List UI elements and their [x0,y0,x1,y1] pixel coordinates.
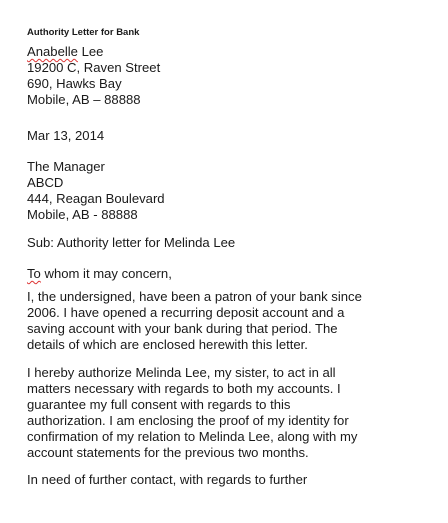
body-paragraph-2 [27,365,372,461]
sender-name-line [27,44,160,60]
salutation-first-word: To [27,266,41,281]
recipient-line: The Manager [27,159,105,174]
paragraph-line: I hereby authorize Melinda Lee, my sister, to act in all [27,365,336,380]
letter-date [27,128,104,144]
sender-first-name: Anabelle [27,44,78,59]
paragraph-line: confirmation of my relation to Melinda Lee, along with my [27,429,358,444]
paragraph-line: I, the undersigned, have been a patron of your bank since [27,289,362,304]
recipient-line: Mobile, AB - 88888 [27,207,138,222]
paragraph-line: guarantee my full consent with regards to this [27,397,291,412]
recipient-line: 444, Reagan Boulevard [27,191,165,206]
subject-line [27,235,235,251]
body-paragraph-1 [27,289,372,353]
recipient-address [27,159,165,223]
paragraph-line: authorization. I am enclosing the proof of my identity for [27,413,349,428]
document-title: Authority Letter for Bank [27,27,140,38]
sender-address [27,44,160,108]
sender-address-line: 690, Hawks Bay [27,76,122,91]
sender-address-line: 19200 C, Raven Street [27,60,161,75]
paragraph-line: account statements for the previous two months. [27,445,309,460]
paragraph-line: details of which are enclosed herewith this letter. [27,337,308,352]
sender-surname: Lee [77,44,104,59]
recipient-line: ABCD [27,175,64,190]
salutation-line [27,266,172,282]
subject-text: Sub: Authority letter for Melinda Lee [27,235,236,250]
salutation [27,266,172,282]
paragraph-line: In need of further contact, with regards to further [27,472,308,487]
paragraph-line: 2006. I have opened a recurring deposit account and a [27,305,345,320]
salutation-rest: whom it may concern, [40,266,172,281]
paragraph-line: saving account with your bank during that period. The [27,321,338,336]
body-paragraph-3 [27,472,372,488]
date-text: Mar 13, 2014 [27,128,105,143]
sender-address-line: Mobile, AB – 88888 [27,92,141,107]
paragraph-line: matters necessary with regards to both my accounts. I [27,381,341,396]
